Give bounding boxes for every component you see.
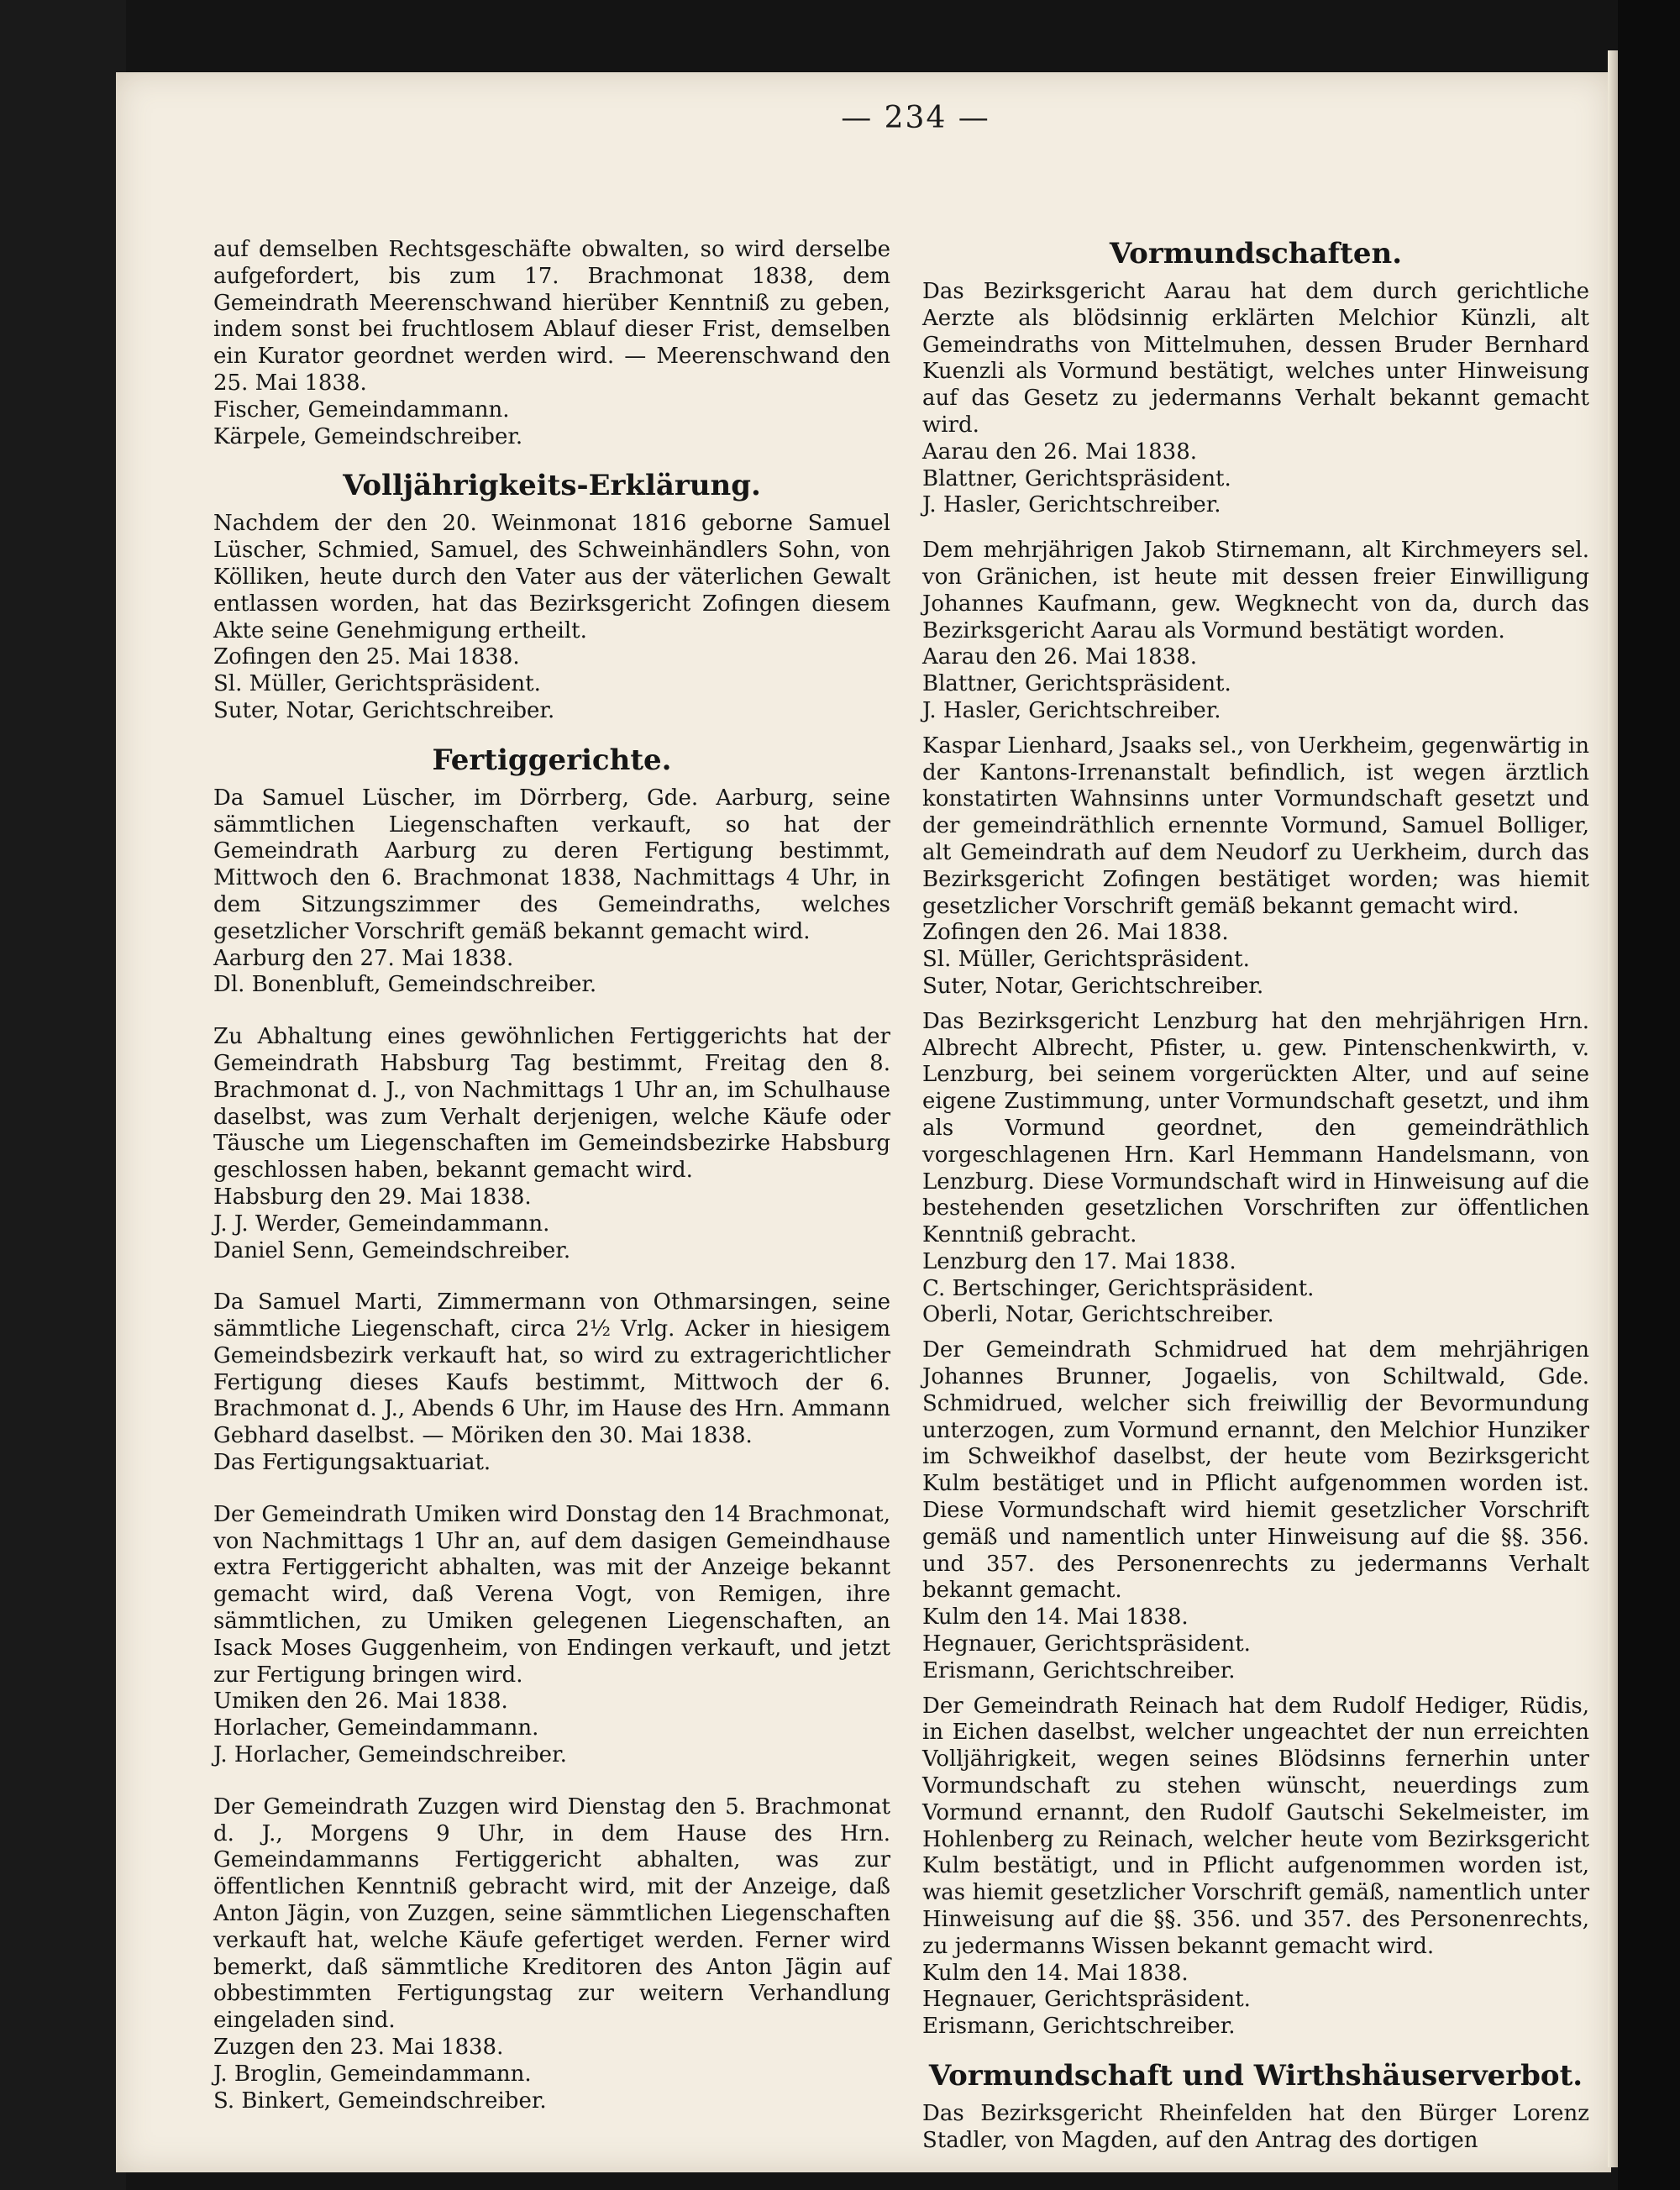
- notice-paragraph: Das Bezirksgericht Aarau hat dem durch gerichtliche Aerzte als blödsinnig erklärten Melchior Künzli, alt Gemeindraths von Mittelmuhen, dessen Bruder Bernhard Kuenzli als Vormund bestätigt, welches unter Hinweisung auf das Gesetz zu jedermanns Verhalt bekannt gemacht wird.: [922, 279, 1589, 438]
- right-column: [922, 237, 1589, 2155]
- signature: Das Fertigungsaktuariat.: [213, 1450, 491, 1476]
- place-date: Aarau den 26. Mai 1838.: [922, 644, 1198, 670]
- signature: Dl. Bonenbluft, Gemeindschreiber.: [213, 972, 597, 998]
- notice-paragraph: Der Gemeindrath Reinach hat dem Rudolf Hediger, Rüdis, in Eichen daselbst, welcher ungeachtet der nun erreichten Volljährigkeit, wegen seines Blödsinns fernerhin unter Vormundschaft zu stehen wünscht, neuerdings zum Vormund ernannt, den Rudolf Gautschi Sekelmeister, im Hohlenberg zu Reinach, welcher heute vom Bezirksgericht Kulm bestätigt, und in Pflicht aufgenommen worden ist, was hiemit gesetzlicher Vorschrift gemäß, namentlich unter Hinweisung auf die §§. 356. und 357. des Personenrechts, zu jedermanns Wissen bekannt gemacht wird.: [922, 1693, 1589, 1959]
- notice-paragraph: Das Bezirksgericht Lenzburg hat den mehrjährigen Hrn. Albrecht Albrecht, Pfister, u. gew. Pintenschenkwirth, v. Lenzburg, bei seinem vorgerückten Alter, und auf seine eigene Zustimmung, unter Vormundschaft gesetzt, und ihm als Vormund geordnet, den gemeindräthlich vorgeschlagenen Hrn. Karl Hemmann Handelsmann, von Lenzburg. Diese Vormundschaft wird in Hinweisung auf die bestehenden gesetzlichen Vorschriften zur öffentlichen Kenntniß gebracht.: [922, 1008, 1589, 1248]
- place-date: Zofingen den 26. Mai 1838.: [922, 920, 1229, 946]
- signature: J. Hasler, Gerichtschreiber.: [922, 697, 1221, 723]
- signature: Sl. Müller, Gerichtspräsident.: [213, 671, 541, 697]
- notice-paragraph: Da Samuel Lüscher, im Dörrberg, Gde. Aarburg, seine sämmtlichen Liegenschaften verkauft, so hat der Gemeindrath Aarburg zu deren Fertigung bestimmt, Mittwoch den 6. Brachmonat 1838, Nachmittags 4 Uhr, in dem Sitzungszimmer des Gemeindraths, welches gesetzlicher Vorschrift gemäß bekannt gemacht wird.: [213, 785, 890, 944]
- signature: Hegnauer, Gerichtspräsident.: [922, 1631, 1251, 1657]
- place-date: Aarburg den 27. Mai 1838.: [213, 945, 514, 971]
- signature: Daniel Senn, Gemeindschreiber.: [213, 1237, 571, 1263]
- place-date: Zuzgen den 23. Mai 1838.: [213, 2035, 504, 2061]
- section-heading-fertiggerichte: Fertiggerichte.: [432, 743, 672, 777]
- signature: Kärpele, Gemeindschreiber.: [213, 423, 523, 449]
- notice-paragraph: Da Samuel Marti, Zimmermann von Othmarsingen, seine sämmtliche Liegenschaft, circa 2½ Vrlg. Acker in hiesigem Gemeindsbezirk verkauft hat, so wird zu extragerichtlicher Fertigung dieses Kaufs bestimmt, Mittwoch der 6. Brachmonat d. J., Abends 6 Uhr, im Hause des Hrn. Ammann Gebhard daselbst. — Möriken den 30. Mai 1838.: [213, 1289, 890, 1449]
- notice-paragraph: Zu Abhaltung eines gewöhnlichen Fertiggerichts hat der Gemeindrath Habsburg Tag bestimmt, Freitag den 8. Brachmonat d. J., von Nachmittags 1 Uhr an, im Schulhause daselbst, was zum Verhalt derjenigen, welche Käufe oder Täusche um Liegenschaften im Gemeindsbezirke Habsburg geschlossen haben, bekannt gemacht wird.: [213, 1024, 890, 1184]
- left-column: [213, 237, 890, 2114]
- signature: J. J. Werder, Gemeindammann.: [213, 1211, 550, 1237]
- notice-paragraph: Der Gemeindrath Umiken wird Donstag den 14 Brachmonat, von Nachmittags 1 Uhr an, auf dem dasigen Gemeindhause extra Fertiggericht abhalten, was mit der Anzeige bekannt gemacht wird, daß Verena Vogt, von Remigen, ihre sämmtlichen, zu Umiken gelegenen Liegenschaften, an Isack Moses Guggenheim, von Endingen verkauft, und jetzt zur Fertigung bringen wird.: [213, 1501, 890, 1688]
- notice-paragraph: Der Gemeindrath Zuzgen wird Dienstag den 5. Brachmonat d. J., Morgens 9 Uhr, in dem Hause des Hrn. Gemeindammanns Fertiggericht abhalten, was zur öffentlichen Kenntniß gebracht wird, mit der Anzeige, daß Anton Jägin, von Zuzgen, seine sämmtlichen Liegenschaften verkauft hat, welche Käufe gefertiget werden. Ferner wird bemerkt, daß sämmtliche Kreditoren des Anton Jägin auf obbestimmten Fertigungstag zur weitern Verhandlung eingeladen sind.: [213, 1793, 890, 2034]
- place-date: Habsburg den 29. Mai 1838.: [213, 1184, 532, 1210]
- place-date: Lenzburg den 17. Mai 1838.: [922, 1248, 1236, 1274]
- place-date: Aarau den 26. Mai 1838.: [922, 439, 1198, 465]
- signature: Horlacher, Gemeindammann.: [213, 1715, 539, 1741]
- signature: Erismann, Gerichtschreiber.: [922, 1657, 1236, 1683]
- page-number: — 234 —: [841, 101, 990, 135]
- place-date: Kulm den 14. Mai 1838.: [922, 1604, 1189, 1631]
- notice-paragraph: Nachdem der den 20. Weinmonat 1816 geborne Samuel Lüscher, Schmied, Samuel, des Schweinhändlers Sohn, von Kölliken, heute durch den Vater aus der väterlichen Gewalt entlassen worden, hat das Bezirksgericht Zofingen diesem Akte seine Genehmigung ertheilt.: [213, 511, 890, 643]
- signature: Suter, Notar, Gerichtschreiber.: [213, 697, 555, 723]
- section-heading-vormundschaften: Vormundschaften.: [1109, 237, 1403, 270]
- section-heading-volljaehrigkeit: Volljährigkeits-Erklärung.: [343, 469, 761, 503]
- signature: S. Binkert, Gemeindschreiber.: [213, 2088, 547, 2114]
- signature: C. Bertschinger, Gerichtspräsident.: [922, 1275, 1315, 1301]
- signature: Oberli, Notar, Gerichtschreiber.: [922, 1302, 1274, 1328]
- signature: Hegnauer, Gerichtspräsident.: [922, 1987, 1251, 2013]
- place-date: Umiken den 26. Mai 1838.: [213, 1688, 508, 1715]
- signature: Sl. Müller, Gerichtspräsident.: [922, 947, 1250, 973]
- place-date: Zofingen den 25. Mai 1838.: [213, 644, 520, 670]
- notice-paragraph: Kaspar Lienhard, Jsaaks sel., von Uerkheim, gegenwärtig in der Kantons-Irrenanstalt befindlich, ist wegen ärztlich konstatirten Wahnsinns unter Vormundschaft gesetzt und der gemeindräthlich ernennte Vormund, Samuel Bolliger, alt Gemeindrath auf dem Neudorf zu Uerkheim, durch das Bezirksgericht Zofingen bestätiget worden; was hiemit gesetzlicher Vorschrift gemäß bekannt gemacht wird.: [922, 733, 1589, 919]
- signature: Fischer, Gemeindammann.: [213, 397, 510, 423]
- section-heading-wirthshaeuserverbot: Vormundschaft und Wirthshäuserverbot.: [928, 2059, 1583, 2093]
- signature: Blattner, Gerichtspräsident.: [922, 465, 1231, 491]
- signature: Erismann, Gerichtschreiber.: [922, 2014, 1236, 2040]
- notice-paragraph: Das Bezirksgericht Rheinfelden hat den Bürger Lorenz Stadler, von Magden, auf den Antrag des dortigen: [922, 2101, 1589, 2153]
- notice-paragraph: Dem mehrjährigen Jakob Stirnemann, alt Kirchmeyers sel. von Gränichen, ist heute mit dessen freier Einwilligung Johannes Kaufmann, gew. Wegknecht von da, durch das Bezirksgericht Aarau als Vormund bestätigt worden.: [922, 538, 1589, 643]
- notice-paragraph: Der Gemeindrath Schmidrued hat dem mehrjährigen Johannes Brunner, Jogaelis, von Schiltwald, Gde. Schmidrued, welcher sich freiwillig der Bevormundung unterzogen, zum Vormund ernannt, den Melchior Hunziker im Schweikhof daselbst, der heute vom Bezirksgericht Kulm bestätiget und in Pflicht aufgenommen worden ist. Diese Vormundschaft wird hiemit gesetzlicher Vorschrift gemäß und namentlich unter Hinweisung auf die §§. 356. und 357. des Personenrechts zu jedermanns Verhalt bekannt gemacht.: [922, 1337, 1589, 1604]
- signature: J. Hasler, Gerichtschreiber.: [922, 492, 1221, 518]
- signature: J. Horlacher, Gemeindschreiber.: [213, 1742, 567, 1768]
- scan-margin-left: [0, 0, 126, 2190]
- place-date: Kulm den 14. Mai 1838.: [922, 1960, 1189, 1986]
- notice-paragraph: auf demselben Rechtsgeschäfte obwalten, so wird derselbe aufgefordert, bis zum 17. Brachmonat 1838, dem Gemeindrath Meerenschwand hierüber Kenntniß zu geben, indem sonst bei fruchtlosem Ablauf dieser Frist, demselben ein Kurator geordnet werden wird. — Meerenschwand den 25. Mai 1838.: [213, 237, 890, 396]
- signature: Suter, Notar, Gerichtschreiber.: [922, 973, 1264, 999]
- signature: Blattner, Gerichtspräsident.: [922, 671, 1231, 697]
- scan-margin-right: [1618, 0, 1680, 2190]
- signature: J. Broglin, Gemeindammann.: [213, 2061, 532, 2087]
